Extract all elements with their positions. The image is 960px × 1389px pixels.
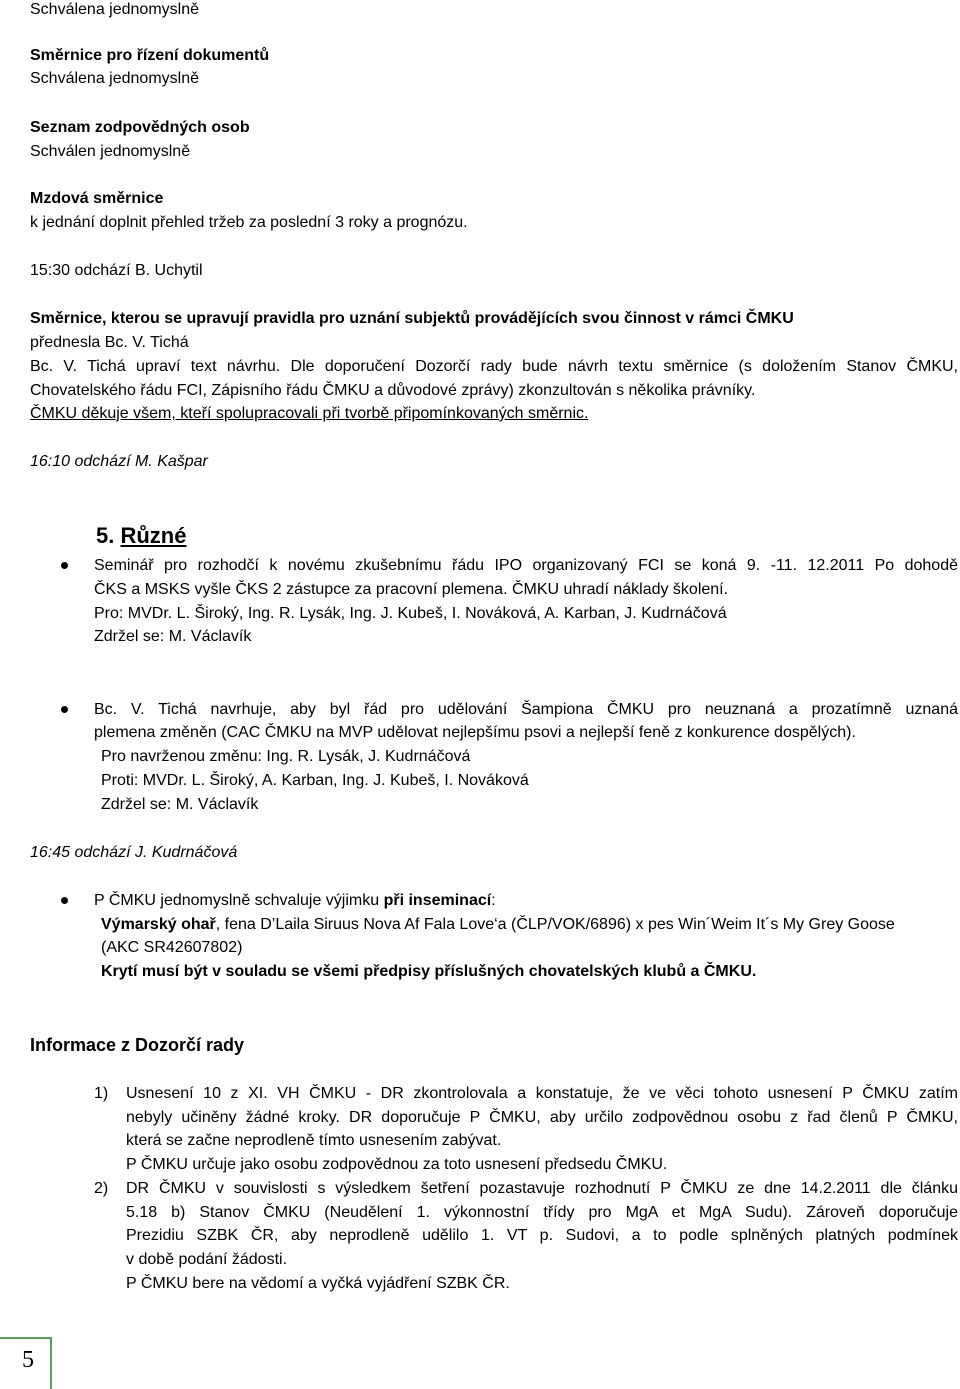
paragraph-line: ČMKU děkuje všem, kteří spolupracovali při tvorbě připomínkovaných směrnic.: [30, 405, 589, 422]
vote-abstain: Zdržel se: M. Václavík: [101, 796, 259, 813]
item-title: Mzdová směrnice: [30, 190, 164, 207]
list-number: 2): [94, 1180, 109, 1197]
approval-status: Schválena jednomyslně: [30, 70, 199, 87]
bullet-icon: [61, 706, 68, 713]
text-run: :: [491, 892, 496, 909]
vote-for: Pro: MVDr. L. Široký, Ing. R. Lysák, Ing. J. Kubeš, I. Nováková, A. Karban, J. Kudrnáčová: [94, 605, 727, 622]
approval-status: Schválena jednomyslně: [30, 1, 199, 18]
bullet-icon: [61, 897, 68, 904]
item-title: Směrnice pro řízení dokumentů: [30, 47, 270, 64]
text-run: , fena D’Laila Siruus Nova Af Fala Love‘a (ČLP/VOK/6896) x pes Win´Weim It´s My Grey Goose: [215, 916, 895, 933]
paragraph-line: Krytí musí být v souladu se všemi předpisy příslušných chovatelských klubů a ČMKU.: [101, 963, 757, 980]
text-run-bold: při inseminací: [383, 892, 492, 909]
list-item-line: 5.18 b) Stanov ČMKU (Neudělení 1. výkonnostní třídy pro MgA et MgA Sudu). Zároveň doporučuje: [126, 1204, 958, 1221]
paragraph-line: [94, 891, 496, 911]
paragraph-line: Seminář pro rozhodčí k novému zkušebnímu řádu IPO organizovaný FCI se koná 9. -11. 12.2011 Po dohodě: [94, 557, 958, 574]
paragraph-line: Chovatelského řádu FCI, Zápisního řádu ČMKU a důvodové zprávy) zkonzultován s několika právníky.: [30, 382, 756, 399]
paragraph-line: Bc. V. Tichá navrhuje, aby byl řád pro udělování Šampiona ČMKU pro neuznaná a prozatímně uznaná: [94, 701, 958, 718]
vote-for: Pro navrženou změnu: Ing. R. Lysák, J. Kudrnáčová: [101, 748, 471, 765]
paragraph-line: ČKS a MSKS vyšle ČKS 2 zástupce za pracovní plemena. ČMKU uhradí náklady školení.: [94, 581, 729, 598]
list-item-line: DR ČMKU v souvislosti s výsledkem šetření pozastavuje rozhodnutí P ČMKU ze dne 14.2.2011 dle článku: [126, 1180, 958, 1197]
paragraph-line: (AKC SR42607802): [101, 939, 243, 956]
list-item-line: Prezidiu SZBK ČR, aby neprodleně udělilo 1. VT p. Sudovi, a to podle splněných platných podmínek: [126, 1227, 958, 1244]
note-text: přednesla Bc. V. Tichá: [30, 334, 189, 351]
list-item-line: v době podání žádosti.: [126, 1251, 288, 1268]
vote-abstain: Zdržel se: M. Václavík: [94, 628, 252, 645]
vote-against: Proti: MVDr. L. Široký, A. Karban, Ing. J. Kubeš, I. Nováková: [101, 772, 529, 789]
text-run: P ČMKU jednomyslně schvaluje výjimku: [94, 892, 384, 909]
list-item-line: nebyly učiněny žádné kroky. DR doporučuje P ČMKU, aby určilo zodpovědnou osobu z řad členů P ČMKU,: [126, 1109, 958, 1126]
bullet-icon: [61, 562, 68, 569]
paragraph-line: Bc. V. Tichá upraví text návrhu. Dle doporučení Dozorčí rady bude návrh textu směrnice (s doložením Stanov ČMKU,: [30, 358, 958, 375]
note-text: k jednání doplnit přehled tržeb za poslední 3 roky a prognózu.: [30, 214, 468, 231]
section-title: Různé: [120, 523, 187, 548]
departure-note: 15:30 odchází B. Uchytil: [30, 262, 203, 279]
approval-status: Schválen jednomyslně: [30, 143, 191, 160]
paragraph-line: [101, 915, 895, 935]
list-number: 1): [94, 1085, 109, 1102]
section-number: 5.: [96, 523, 115, 548]
departure-note: 16:10 odchází M. Kašpar: [30, 453, 208, 470]
text-run-bold: Výmarský ohař: [101, 916, 216, 933]
list-item-line: P ČMKU určuje jako osobu zodpovědnou za toto usnesení předsedu ČMKU.: [126, 1156, 668, 1173]
list-item-line: Usnesení 10 z XI. VH ČMKU - DR zkontrolovala a konstatuje, že ve věci tohoto usnesení P ČMKU zatím: [126, 1085, 958, 1102]
departure-note: 16:45 odchází J. Kudrnáčová: [30, 844, 238, 861]
item-title: Seznam zodpovědných osob: [30, 119, 250, 136]
section-heading: [96, 523, 186, 549]
page-number: 5: [22, 1347, 34, 1373]
item-title: Směrnice, kterou se upravují pravidla pro uznání subjektů provádějících svou činnost v rámci ČMKU: [30, 310, 794, 327]
section-heading: Informace z Dozorčí rady: [30, 1035, 245, 1055]
paragraph-line: plemena změněn (CAC ČMKU na MVP udělovat nejlepšímu psovi a nejlepší feně z konkurence dospělých).: [94, 724, 856, 741]
list-item-line: P ČMKU bere na vědomí a vyčká vyjádření SZBK ČR.: [126, 1275, 510, 1292]
list-item-line: která se začne neprodleně tímto usnesením zabývat.: [126, 1132, 502, 1149]
